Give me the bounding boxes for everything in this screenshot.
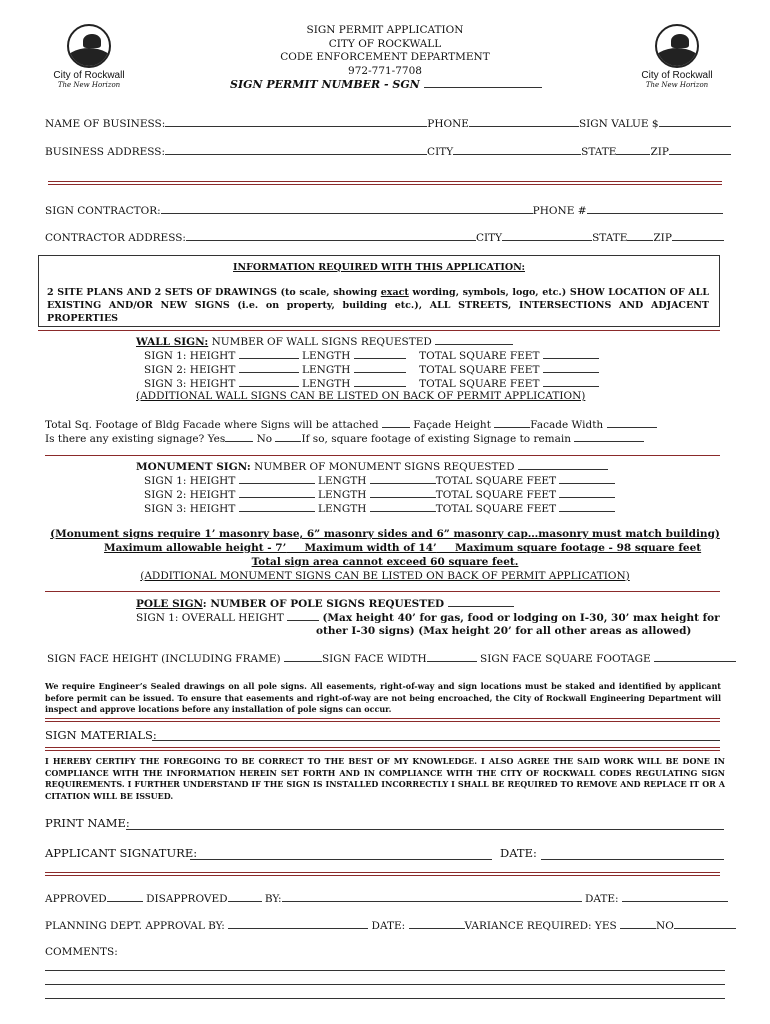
wall-sign-row	[144, 349, 599, 362]
print-name-label: PRINT NAME:	[45, 816, 130, 830]
variance-yes-label: VARIANCE REQUIRED: YES	[464, 920, 617, 932]
wall-total-field[interactable]	[543, 377, 599, 387]
approval-row	[45, 892, 728, 905]
wall-length-field[interactable]	[354, 363, 406, 373]
wall-total-field[interactable]	[543, 363, 599, 373]
pole-max-note-1: (Max height 40’ for gas, food or lodging on I-30, 30’ max height for	[322, 612, 720, 624]
wall-length-label: LENGTH	[302, 378, 351, 390]
sign-materials-row	[45, 728, 157, 742]
wall-total-label: TOTAL SQUARE FEET	[419, 364, 540, 376]
disapproved-field[interactable]	[228, 892, 262, 902]
city-seal-icon	[655, 24, 699, 68]
city-logo-left	[44, 24, 134, 89]
monument-height-field[interactable]	[239, 502, 315, 512]
existing-sqft-label: If so, square footage of existing Signage to remain	[301, 433, 572, 445]
section-divider	[45, 872, 720, 876]
approved-label: APPROVED	[45, 893, 107, 905]
business-phone-field[interactable]	[469, 117, 579, 127]
section-divider	[38, 330, 720, 331]
section-divider	[48, 181, 722, 185]
planning-row	[45, 919, 736, 932]
monument-total-label: TOTAL SQUARE FEET	[435, 489, 557, 501]
business-city-field[interactable]	[453, 145, 581, 155]
contractor-city-field[interactable]	[502, 231, 592, 241]
pole-overall-row	[136, 611, 720, 624]
wall-sign-note: (ADDITIONAL WALL SIGNS CAN BE LISTED ON BACK OF PERMIT APPLICATION)	[136, 390, 586, 402]
applicant-date-field[interactable]	[541, 859, 724, 860]
wall-sign-header	[136, 335, 513, 348]
facade-width-label: Facade Width	[530, 419, 604, 431]
business-state-field[interactable]	[616, 145, 650, 155]
existing-no-field[interactable]	[275, 432, 301, 442]
wall-height-label: SIGN 3: HEIGHT	[144, 378, 236, 390]
wall-total-label: TOTAL SQUARE FEET	[419, 378, 540, 390]
contractor-city-label: CITY	[475, 232, 503, 244]
pole-sign-count-field[interactable]	[448, 597, 514, 607]
wall-height-field[interactable]	[239, 349, 299, 359]
logo-city-name: City of Rockwall	[53, 70, 125, 81]
monument-sign-row	[144, 502, 615, 515]
wall-height-label: SIGN 2: HEIGHT	[144, 364, 236, 376]
approval-date-field[interactable]	[622, 892, 728, 902]
disapproved-label: DISAPPROVED	[146, 893, 228, 905]
contractor-zip-label: ZIP	[653, 232, 672, 244]
monument-length-field[interactable]	[370, 474, 436, 484]
monument-sign-row	[144, 474, 615, 487]
monument-sign-title: MONUMENT SIGN:	[136, 461, 251, 473]
comments-field-1[interactable]	[45, 970, 725, 971]
variance-no-label: NO	[656, 920, 674, 932]
monument-total-field[interactable]	[559, 502, 615, 512]
planning-approval-field[interactable]	[228, 919, 368, 929]
sign-face-width-label: SIGN FACE WIDTH	[321, 653, 427, 665]
facade-height-label: Façade Height	[413, 419, 491, 431]
contractor-state-label: STATE	[592, 232, 628, 244]
facade-row	[45, 418, 657, 431]
contractor-phone-field[interactable]	[587, 204, 723, 214]
section-divider	[45, 455, 720, 456]
existing-yes-label: Is there any existing signage? Yes	[45, 433, 226, 445]
section-divider	[45, 591, 720, 592]
approval-by-label: BY:	[264, 893, 282, 905]
header-line-1: SIGN PERMIT APPLICATION	[306, 24, 464, 36]
monument-height-label: SIGN 3: HEIGHT	[144, 503, 236, 515]
monument-height-field[interactable]	[239, 488, 315, 498]
business-address-field[interactable]	[165, 145, 427, 155]
contractor-address-row	[45, 231, 724, 244]
pole-overall-field[interactable]	[287, 611, 319, 621]
contractor-row	[45, 204, 723, 217]
monument-sign-note: (ADDITIONAL MONUMENT SIGNS CAN BE LISTED ON BACK OF PERMIT APPLICATION)	[140, 570, 630, 582]
monument-sign-count-label: NUMBER OF MONUMENT SIGNS REQUESTED	[254, 461, 515, 473]
variance-no-field[interactable]	[674, 919, 736, 929]
existing-signage-row	[45, 432, 644, 445]
monument-requirement-1: (Monument signs require 1’ masonry base, 6” masonry sides and 6” masonry cap…masonry must match building)	[50, 528, 720, 540]
business-zip-field[interactable]	[669, 145, 731, 155]
wall-sign-title: WALL SIGN:	[136, 336, 209, 348]
pole-sign-count-label: : NUMBER OF POLE SIGNS REQUESTED	[202, 598, 445, 610]
contractor-address-label: CONTRACTOR ADDRESS:	[45, 232, 186, 244]
wall-length-label: LENGTH	[302, 364, 351, 376]
wall-sign-count-label: NUMBER OF WALL SIGNS REQUESTED	[211, 336, 432, 348]
facade-height-field[interactable]	[494, 418, 530, 428]
wall-total-label: TOTAL SQUARE FEET	[419, 350, 540, 362]
approval-by-field[interactable]	[282, 892, 582, 902]
business-name-field[interactable]	[165, 117, 427, 127]
pole-sign-title: POLE SIGN	[136, 598, 203, 610]
header-line-3: CODE ENFORCEMENT DEPARTMENT	[280, 51, 490, 63]
business-name-label: NAME OF BUSINESS:	[45, 118, 166, 130]
comments-field-2[interactable]	[45, 984, 725, 985]
sign-face-width-field[interactable]	[427, 652, 477, 662]
header-line-4: 972-771-7708	[348, 64, 422, 77]
monument-height-label: SIGN 2: HEIGHT	[144, 489, 236, 501]
wall-length-field[interactable]	[354, 377, 406, 387]
monument-total-label: TOTAL SQUARE FEET	[435, 503, 557, 515]
sign-value-field[interactable]	[659, 117, 731, 127]
contractor-phone-label: PHONE #	[532, 205, 587, 217]
approved-field[interactable]	[107, 892, 143, 902]
sign-materials-field[interactable]	[152, 740, 720, 741]
existing-yes-field[interactable]	[225, 432, 253, 442]
applicant-signature-label: APPLICANT SIGNATURE:	[45, 846, 198, 860]
wall-length-label: LENGTH	[302, 350, 351, 362]
existing-sqft-field[interactable]	[574, 432, 644, 442]
permit-number-field[interactable]	[424, 78, 542, 88]
wall-total-field[interactable]	[543, 349, 599, 359]
monument-requirement-3: Total sign area cannot exceed 60 square feet.	[251, 556, 519, 568]
monument-length-label: LENGTH	[318, 503, 367, 515]
info-title: INFORMATION REQUIRED WITH THIS APPLICATION:	[233, 262, 525, 273]
wall-height-field[interactable]	[239, 363, 299, 373]
business-phone-label: PHONE	[427, 118, 469, 130]
existing-no-label: No	[256, 433, 273, 445]
pole-engineer-note: We require Engineer’s Sealed drawings on all pole signs. All easements, right-of-way and sign locations must be staked and identified by applicant before permit can be issued. To ensure that easements and right-of-way are not being encroached, the City of Rockwall Engineering Department will inspect and approve locations before any installation of pole signs can occur.	[45, 681, 721, 714]
monument-sign-header	[136, 460, 608, 473]
contractor-label: SIGN CONTRACTOR:	[45, 205, 161, 217]
monument-length-label: LENGTH	[318, 489, 367, 501]
certification-text: I HEREBY CERTIFY THE FOREGOING TO BE CORRECT TO THE BEST OF MY KNOWLEDGE. I ALSO AGREE THE SAID WORK WILL BE DONE IN COMPLIANCE WITH THE INFORMATION HEREIN SET FORTH AND IN COMPLIANCE WITH THE CITY OF ROCKWALL CODES REGULATING SIGN REQUIREMENTS. I FURTHER UNDERSTAND IF THE SIGN IS INSTALLED INCORRECTLY I SHALL BE REQUIRED TO REMOVE AND REPLACE IT OR A CITATION WILL BE ISSUED.	[45, 756, 725, 801]
business-name-row	[45, 117, 731, 130]
approval-date-label: DATE:	[584, 893, 619, 905]
business-zip-label: ZIP	[650, 146, 669, 158]
applicant-date-label: DATE:	[500, 846, 537, 860]
monument-total-field[interactable]	[559, 474, 615, 484]
facade-sqft-field[interactable]	[382, 418, 410, 428]
variance-yes-field[interactable]	[620, 919, 656, 929]
business-address-label: BUSINESS ADDRESS:	[45, 146, 166, 158]
business-city-label: CITY	[427, 146, 454, 158]
business-address-row	[45, 145, 731, 158]
sign-face-sqft-label: SIGN FACE SQUARE FOOTAGE	[480, 653, 651, 665]
contractor-zip-field[interactable]	[672, 231, 724, 241]
pole-overall-label: SIGN 1: OVERALL HEIGHT	[136, 612, 284, 624]
monument-total-field[interactable]	[559, 488, 615, 498]
comments-label: COMMENTS:	[45, 946, 118, 958]
facade-sqft-label: Total Sq. Footage of Bldg Facade where Signs will be attached	[45, 419, 379, 431]
wall-sign-row	[144, 377, 599, 390]
monument-requirement-2: Maximum allowable height - 7’ Maximum width of 14’ Maximum square footage - 98 square feet	[104, 542, 702, 554]
contractor-field[interactable]	[161, 204, 533, 214]
sign-face-height-field[interactable]	[284, 652, 322, 662]
pole-sign-header	[136, 597, 514, 610]
planning-date-field[interactable]	[409, 919, 465, 929]
monument-length-field[interactable]	[370, 488, 436, 498]
header-line-2: CITY OF ROCKWALL	[328, 37, 442, 50]
section-divider	[45, 747, 720, 751]
sign-face-row	[47, 652, 736, 665]
wall-height-label: SIGN 1: HEIGHT	[144, 350, 236, 362]
monument-height-label: SIGN 1: HEIGHT	[144, 475, 236, 487]
wall-sign-row	[144, 363, 599, 376]
planning-approval-label: PLANNING DEPT. APPROVAL BY:	[45, 920, 225, 932]
sign-face-height-label: SIGN FACE HEIGHT (INCLUDING FRAME)	[47, 653, 281, 665]
logo-tagline: The New Horizon	[57, 81, 121, 89]
sign-value-label: SIGN VALUE $	[578, 118, 659, 130]
pole-max-note-2: other I-30 signs) (Max height 20’ for all other areas as allowed)	[316, 625, 692, 637]
section-divider	[45, 718, 720, 722]
sign-face-sqft-field[interactable]	[654, 652, 736, 662]
logo-city-name: City of Rockwall	[641, 70, 713, 81]
business-state-label: STATE	[581, 146, 617, 158]
facade-width-field[interactable]	[607, 418, 657, 428]
city-logo-right	[632, 24, 722, 89]
wall-height-field[interactable]	[239, 377, 299, 387]
permit-number-label: SIGN PERMIT NUMBER - SGN	[230, 78, 542, 91]
header-title	[230, 24, 540, 78]
contractor-state-field[interactable]	[627, 231, 653, 241]
monument-total-label: TOTAL SQUARE FEET	[435, 475, 557, 487]
monument-sign-row	[144, 488, 615, 501]
monument-height-field[interactable]	[239, 474, 315, 484]
wall-sign-count-field[interactable]	[435, 335, 513, 345]
comments-field-3[interactable]	[45, 998, 725, 999]
print-name-field[interactable]	[126, 829, 724, 830]
monument-sign-count-field[interactable]	[518, 460, 608, 470]
monument-length-field[interactable]	[370, 502, 436, 512]
wall-length-field[interactable]	[354, 349, 406, 359]
planning-date-label: DATE:	[371, 920, 406, 932]
logo-tagline: The New Horizon	[645, 81, 709, 89]
info-box	[38, 255, 720, 327]
monument-length-label: LENGTH	[318, 475, 367, 487]
applicant-signature-field[interactable]	[190, 859, 492, 860]
sign-materials-label: SIGN MATERIALS:	[45, 728, 157, 742]
city-seal-icon	[67, 24, 111, 68]
contractor-address-field[interactable]	[186, 231, 476, 241]
info-text: 2 SITE PLANS AND 2 SETS OF DRAWINGS (to scale, showing exact wording, symbols, logo, etc.) SHOW LOCATION OF ALL EXISTING AND/OR NEW SIGNS (i.e. on property, building etc.), ALL STREETS, INTERSECTIONS AND ADJACENT PROPERTIES	[47, 287, 710, 324]
